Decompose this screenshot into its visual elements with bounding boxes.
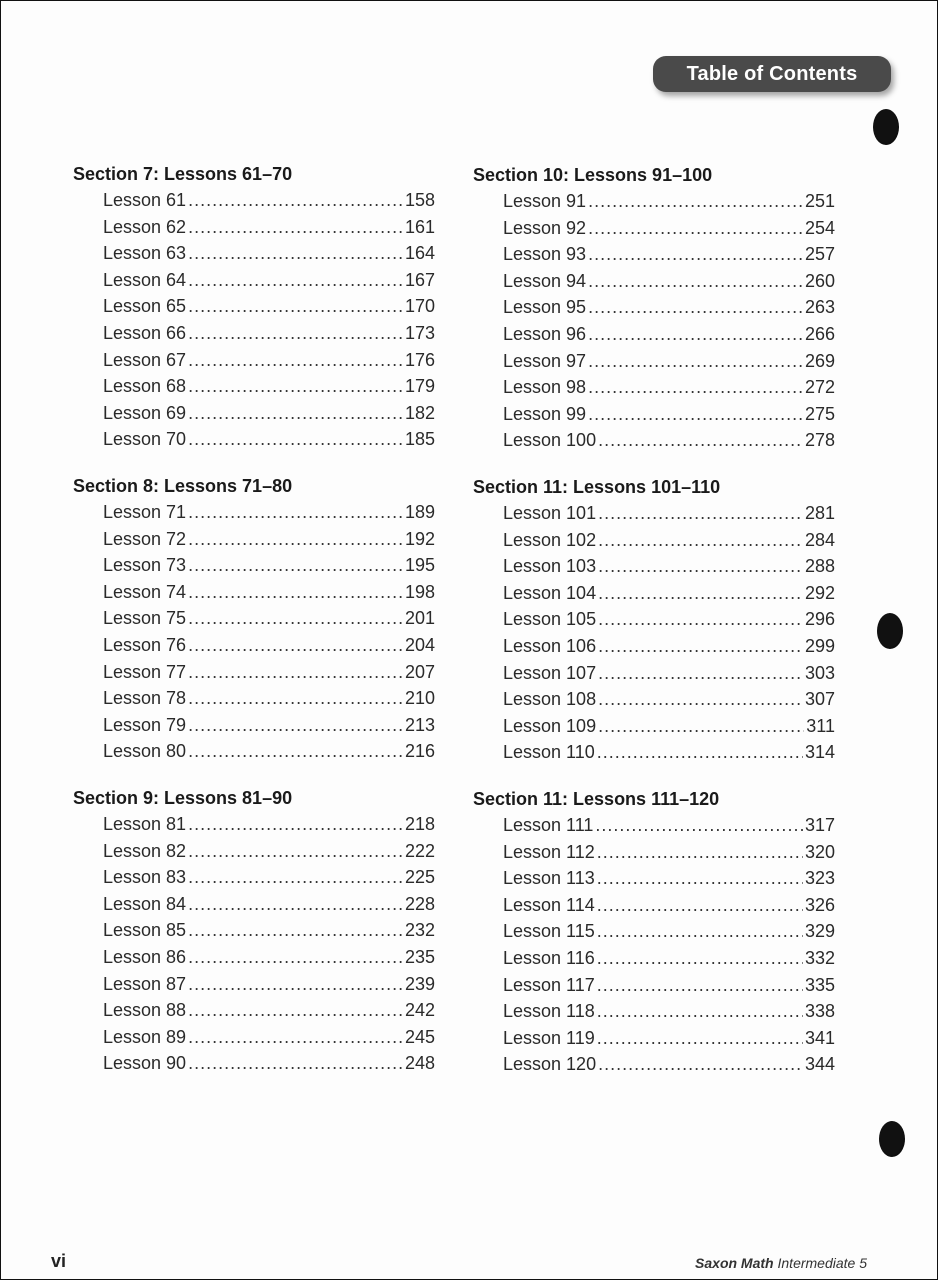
entry-label: Lesson 73 [103,555,187,576]
page-title: Table of Contents [653,56,891,92]
entry-label: Lesson 87 [103,973,187,994]
entry-label: Lesson 110 [503,742,595,763]
entry-page: 176 [404,349,435,370]
entry-label: Lesson 109 [503,715,597,736]
toc-entry [473,918,835,945]
dot-leader [188,320,403,347]
dot-leader [598,660,803,687]
entry-page: 307 [804,689,835,710]
entry-label: Lesson 69 [103,402,187,423]
toc-section-11b [473,786,835,1078]
dot-leader [598,606,803,633]
toc-entry [73,347,435,374]
entry-label: Lesson 108 [503,689,597,710]
entry-label: Lesson 65 [103,296,187,317]
entry-page: 284 [804,529,835,550]
toc-entry [473,427,835,454]
dot-leader [188,426,403,453]
entry-label: Lesson 78 [103,688,187,709]
book-title-footer [695,1255,867,1271]
entry-label: Lesson 88 [103,1000,187,1021]
dot-leader [588,215,803,242]
dot-leader [188,944,403,971]
dot-leader [188,712,403,739]
dot-leader [188,632,403,659]
toc-entry [473,865,835,892]
dot-leader [597,1025,803,1052]
dot-leader [588,374,803,401]
entry-label: Lesson 67 [103,349,187,370]
entry-label: Lesson 105 [503,609,597,630]
dot-leader [188,373,403,400]
entry-label: Lesson 85 [103,920,187,941]
entry-label: Lesson 103 [503,556,597,577]
dot-leader [188,400,403,427]
punch-hole-top [873,109,899,145]
entry-page: 260 [804,270,835,291]
entry-page: 201 [404,608,435,629]
entry-label: Lesson 86 [103,946,187,967]
toc-entry [73,499,435,526]
entry-label: Lesson 119 [503,1027,595,1048]
entry-label: Lesson 75 [103,608,187,629]
dot-leader [598,1051,803,1078]
dot-leader [188,1024,403,1051]
dot-leader [188,997,403,1024]
toc-entry [73,838,435,865]
entry-label: Lesson 81 [103,814,187,834]
entry-label: Lesson 94 [503,270,587,291]
entry-label: Lesson 118 [503,1001,595,1022]
toc-entry [73,552,435,579]
entry-page: 167 [404,269,435,290]
entry-page: 303 [804,662,835,683]
toc-entry [73,267,435,294]
entry-page: 281 [804,503,835,523]
entry-label: Lesson 116 [503,947,595,968]
entry-label: Lesson 63 [103,243,187,264]
toc-entry [473,401,835,428]
entry-label: Lesson 100 [503,430,597,451]
entry-label: Lesson 117 [503,974,595,995]
toc-entry [73,685,435,712]
entry-page: 164 [404,243,435,264]
toc-entry [473,633,835,660]
toc-entry [73,659,435,686]
toc-entry [473,553,835,580]
entry-page: 182 [404,402,435,423]
toc-entry [473,1051,835,1078]
toc-entry [473,686,835,713]
dot-leader [588,268,803,295]
entry-page: 329 [804,921,835,942]
entry-label: Lesson 70 [103,429,187,450]
entry-page: 173 [404,322,435,343]
toc-entry [73,400,435,427]
toc-entry [473,294,835,321]
toc-entry [473,188,835,215]
entry-label: Lesson 72 [103,528,187,549]
toc-entry [73,917,435,944]
entry-page: 213 [404,714,435,735]
toc-entry [73,373,435,400]
entry-label: Lesson 96 [503,323,587,344]
section-heading: Section 9: Lessons 81–90 [73,788,293,808]
entry-label: Lesson 82 [103,840,187,861]
entry-label: Lesson 91 [503,191,587,211]
punch-hole-bottom [879,1121,905,1157]
entry-page: 320 [804,841,835,862]
toc-entry [473,998,835,1025]
entry-page: 232 [404,920,435,941]
toc-entry [73,526,435,553]
dot-leader [188,838,403,865]
dot-leader [597,892,803,919]
entry-label: Lesson 97 [503,350,587,371]
toc-entry [473,527,835,554]
toc-entry [73,1024,435,1051]
entry-page: 198 [404,581,435,602]
toc-section-11a [473,474,835,766]
toc-entry [473,713,835,740]
entry-label: Lesson 80 [103,741,187,762]
dot-leader [598,427,803,454]
toc-entry [73,944,435,971]
entry-page: 299 [804,635,835,656]
dot-leader [188,499,403,526]
entry-page: 254 [804,217,835,238]
toc-entry [73,320,435,347]
entry-page: 275 [804,403,835,424]
page-number: vi [51,1251,67,1271]
entry-page: 242 [404,1000,435,1021]
entry-label: Lesson 107 [503,662,597,683]
dot-leader [597,945,803,972]
dot-leader [597,998,803,1025]
toc-entry [73,864,435,891]
entry-page: 235 [404,946,435,967]
toc-entry [473,321,835,348]
entry-label: Lesson 92 [503,217,587,238]
dot-leader [188,526,403,553]
toc-entry [473,215,835,242]
entry-page: 185 [404,429,435,450]
dot-leader [598,553,803,580]
entry-label: Lesson 61 [103,190,187,210]
toc-entry [73,187,435,214]
dot-leader [598,580,803,607]
entry-page: 222 [404,840,435,861]
entry-label: Lesson 71 [103,502,187,522]
dot-leader [188,267,403,294]
dot-leader [598,713,804,740]
dot-leader [595,812,803,839]
entry-page: 192 [404,528,435,549]
entry-label: Lesson 95 [503,297,587,318]
entry-label: Lesson 115 [503,921,595,942]
entry-page: 266 [804,323,835,344]
entry-label: Lesson 64 [103,269,187,290]
toc-entry [73,971,435,998]
entry-label: Lesson 114 [503,894,595,915]
entry-page: 344 [804,1054,835,1075]
entry-label: Lesson 90 [103,1053,187,1074]
toc-entry [473,268,835,295]
entry-page: 218 [404,814,435,834]
entry-page: 245 [404,1026,435,1047]
dot-leader [188,891,403,918]
entry-page: 317 [804,815,835,835]
dot-leader [188,293,403,320]
dot-leader [588,241,803,268]
toc-entry [73,712,435,739]
toc-entry [473,812,835,839]
entry-page: 326 [804,894,835,915]
dot-leader [588,321,803,348]
dot-leader [188,187,403,214]
section-heading: Section 11: Lessons 111–120 [473,789,720,809]
entry-page: 288 [804,556,835,577]
entry-page: 263 [804,297,835,318]
dot-leader [598,686,803,713]
dot-leader [598,500,803,527]
dot-leader [188,811,403,838]
entry-page: 323 [804,868,835,889]
entry-page: 228 [404,893,435,914]
dot-leader [188,605,403,632]
entry-page: 338 [804,1001,835,1022]
dot-leader [188,864,403,891]
toc-entry [73,426,435,453]
toc-entry [73,738,435,765]
entry-page: 207 [404,661,435,682]
entry-label: Lesson 84 [103,893,187,914]
dot-leader [188,917,403,944]
entry-page: 292 [804,582,835,603]
entry-label: Lesson 76 [103,634,187,655]
toc-entry [73,214,435,241]
toc-entry [73,891,435,918]
dot-leader [188,214,403,241]
entry-label: Lesson 89 [103,1026,187,1047]
toc-section-9 [73,785,435,1077]
entry-label: Lesson 104 [503,582,597,603]
section-heading: Section 7: Lessons 61–70 [73,164,293,184]
entry-page: 311 [806,715,835,736]
toc-entry [473,660,835,687]
entry-page: 335 [804,974,835,995]
dot-leader [188,659,403,686]
dot-leader [588,188,803,215]
entry-page: 189 [404,502,435,522]
entry-label: Lesson 101 [503,503,597,523]
entry-label: Lesson 68 [103,376,187,397]
entry-label: Lesson 98 [503,377,587,398]
entry-page: 216 [404,741,435,762]
toc-entry [73,579,435,606]
entry-page: 204 [404,634,435,655]
dot-leader [188,240,403,267]
dot-leader [597,839,803,866]
entry-page: 179 [404,376,435,397]
toc-section-7 [73,161,435,453]
dot-leader [188,347,403,374]
entry-page: 341 [804,1027,835,1048]
entry-page: 278 [804,430,835,451]
entry-page: 296 [804,609,835,630]
dot-leader [597,972,803,999]
entry-label: Lesson 77 [103,661,187,682]
dot-leader [588,294,803,321]
dot-leader [597,918,803,945]
dot-leader [188,685,403,712]
dot-leader [588,401,803,428]
dot-leader [598,633,803,660]
toc-entry [473,348,835,375]
dot-leader [188,1050,403,1077]
entry-page: 239 [404,973,435,994]
toc-section-8 [73,473,435,765]
entry-page: 272 [804,377,835,398]
toc-entry [473,739,835,766]
entry-label: Lesson 83 [103,867,187,888]
toc-entry [473,972,835,999]
entry-label: Lesson 111 [503,815,594,835]
entry-page: 248 [404,1053,435,1074]
toc-entry [73,1050,435,1077]
dot-leader [188,552,403,579]
entry-label: Lesson 106 [503,635,597,656]
section-heading: Section 10: Lessons 91–100 [473,165,713,185]
book-level: Intermediate 5 [777,1255,867,1271]
toc-entry [73,240,435,267]
dot-leader [188,971,403,998]
punch-hole-middle [877,613,903,649]
entry-page: 332 [804,947,835,968]
toc-entry [473,839,835,866]
toc-entry [473,241,835,268]
entry-label: Lesson 99 [503,403,587,424]
dot-leader [598,527,803,554]
entry-label: Lesson 62 [103,216,187,237]
dot-leader [188,579,403,606]
toc-entry [473,1025,835,1052]
toc-entry [73,632,435,659]
toc-entry [73,997,435,1024]
entry-label: Lesson 102 [503,529,597,550]
section-heading: Section 11: Lessons 101–110 [473,477,721,497]
entry-label: Lesson 93 [503,244,587,265]
toc-entry [473,374,835,401]
entry-page: 251 [804,191,835,211]
toc-entry [473,606,835,633]
section-heading: Section 8: Lessons 71–80 [73,476,293,496]
entry-label: Lesson 113 [503,868,595,889]
toc-entry [73,811,435,838]
dot-leader [588,348,803,375]
dot-leader [597,865,803,892]
toc-section-10 [473,162,835,454]
toc-entry [473,945,835,972]
entry-page: 225 [404,867,435,888]
dot-leader [597,739,803,766]
entry-page: 158 [404,190,435,210]
toc-entry [473,580,835,607]
toc-entry [73,293,435,320]
dot-leader [188,738,403,765]
entry-page: 195 [404,555,435,576]
entry-label: Lesson 112 [503,841,595,862]
entry-page: 210 [404,688,435,709]
entry-label: Lesson 74 [103,581,187,602]
entry-page: 314 [804,742,835,763]
entry-label: Lesson 79 [103,714,187,735]
entry-page: 170 [404,296,435,317]
toc-entry [473,500,835,527]
entry-page: 269 [804,350,835,371]
toc-entry [473,892,835,919]
toc-entry [73,605,435,632]
entry-page: 161 [404,216,435,237]
entry-page: 257 [804,244,835,265]
entry-label: Lesson 120 [503,1054,597,1075]
book-brand: Saxon Math [695,1255,774,1271]
entry-label: Lesson 66 [103,322,187,343]
